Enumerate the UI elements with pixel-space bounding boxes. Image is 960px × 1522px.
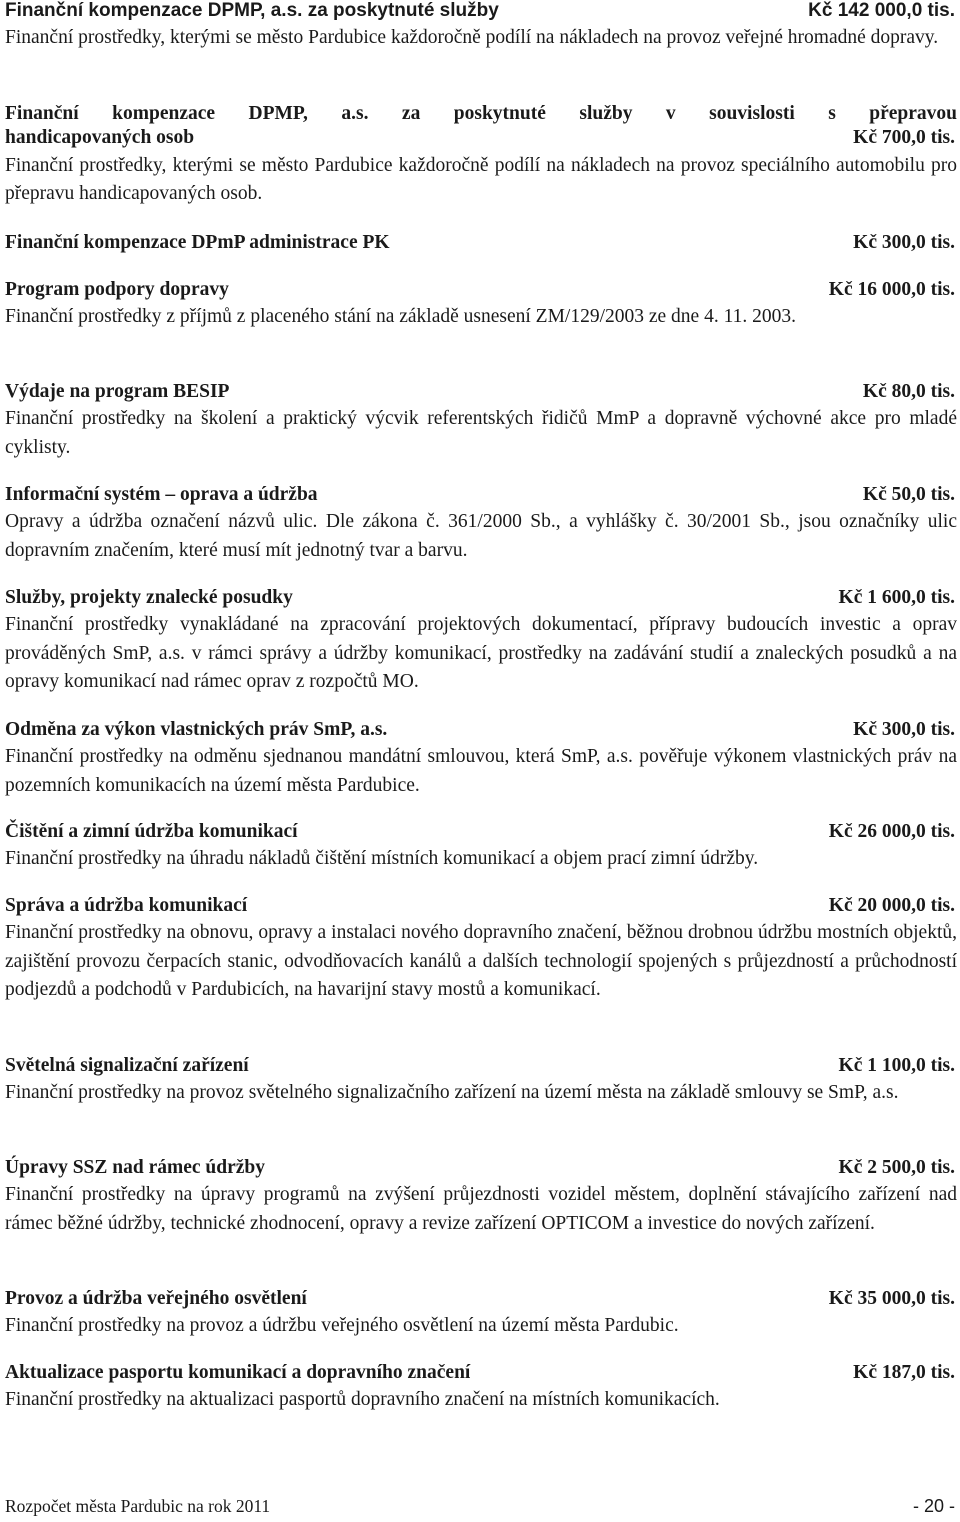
item-description: Finanční prostředky z příjmů z placeného stání na základě usnesení ZM/129/2003 ze dne 4. 11. 2003.	[5, 306, 796, 327]
item-description: Finanční prostředky, kterými se město Pardubice každoročně podílí na nákladech na provoz veřejné hromadné dopravy.	[5, 27, 939, 48]
page-number: - 20 -	[912, 1496, 955, 1516]
item-description: Finanční prostředky na úhradu nákladů čištění místních komunikací a objem prací zimní údržby.	[5, 848, 759, 869]
page-footer	[5, 1496, 955, 1517]
budget-item-transport-support	[5, 279, 957, 332]
item-heading-row	[5, 895, 957, 917]
budget-item-besip	[5, 381, 957, 462]
item-heading: Odměna za výkon vlastnických práv SmP, a.s.	[5, 719, 388, 740]
item-heading-row	[5, 0, 957, 22]
item-description: Finanční prostředky vynakládané na zpracování projektových dokumentací, přípravy budoucích investic a oprav prováděných SmP, a.s. v rámci správy a údržby komunikací, prostředky na zadávání studií a znaleckých posudků a na opravy komunikací nad rámec oprav z rozpočtů MO.	[5, 614, 957, 692]
item-amount: Kč 20 000,0 tis.	[828, 895, 955, 916]
item-amount: Kč 2 500,0 tis.	[838, 1157, 955, 1178]
item-description: Finanční prostředky na provoz světelného signalizačního zařízení na území města na základě smlouvy se SmP, a.s.	[5, 1082, 899, 1103]
budget-item-information-system	[5, 484, 957, 565]
budget-item-expert-services	[5, 587, 957, 697]
item-heading-row	[5, 821, 957, 843]
item-heading-row	[5, 1288, 957, 1310]
item-heading: Světelná signalizační zařízení	[5, 1055, 249, 1076]
item-heading: Finanční kompenzace DPMP, a.s. za poskytnuté služby v souvislosti s přepravou	[5, 103, 957, 124]
item-amount: Kč 187,0 tis.	[853, 1362, 955, 1383]
item-description: Finanční prostředky na úpravy programů na zvýšení průjezdnosti vozidel městem, doplnění stávajícího zařízení nad rámec běžné údržby, technické zhodnocení, opravy a revize zařízení OPTICOM a investice do nových zařízení.	[5, 1184, 957, 1234]
budget-item-dpmp-compensation	[5, 0, 957, 53]
budget-item-traffic-lights	[5, 1055, 957, 1108]
item-heading: Služby, projekty znalecké posudky	[5, 587, 293, 608]
item-heading: Finanční kompenzace DPMP, a.s. za poskytnuté služby	[5, 0, 499, 21]
item-amount: Kč 35 000,0 tis.	[828, 1288, 955, 1309]
item-amount: Kč 80,0 tis.	[862, 381, 955, 402]
item-heading-row	[5, 1362, 957, 1384]
item-description: Finanční prostředky na odměnu sjednanou mandátní smlouvou, která SmP, a.s. pověřuje výkonem vlastnických práv na pozemních komunikacích na území města Pardubice.	[5, 746, 957, 796]
item-description: Finanční prostředky na školení a praktický výcvik referentských řidičů MmP a dopravně výchovné akce pro mladé cyklisty.	[5, 408, 957, 458]
item-amount: Kč 300,0 tis.	[853, 232, 955, 253]
item-heading: Finanční kompenzace DPmP administrace PK	[5, 232, 390, 253]
item-heading: Výdaje na program BESIP	[5, 381, 230, 402]
budget-item-ownership-rights	[5, 719, 957, 800]
item-amount: Kč 142 000,0 tis.	[808, 0, 955, 21]
item-heading-row	[5, 719, 957, 741]
item-amount: Kč 50,0 tis.	[862, 484, 955, 505]
item-amount: Kč 1 600,0 tis.	[838, 587, 955, 608]
item-heading-row	[5, 484, 957, 506]
item-heading: Informační systém – oprava a údržba	[5, 484, 318, 505]
item-heading-row	[5, 587, 957, 609]
budget-item-dpmp-administration	[5, 232, 957, 254]
item-heading: Aktualizace pasportu komunikací a dopravního značení	[5, 1362, 471, 1383]
budget-item-road-maintenance	[5, 895, 957, 1005]
item-heading-row	[5, 1055, 957, 1077]
item-amount: Kč 16 000,0 tis.	[828, 279, 955, 300]
item-amount: Kč 26 000,0 tis.	[828, 821, 955, 842]
budget-item-ssz-adjustments	[5, 1157, 957, 1238]
item-description: Finanční prostředky na provoz a údržbu veřejného osvětlení na území města Pardubic.	[5, 1315, 679, 1336]
item-heading: Čištění a zimní údržba komunikací	[5, 821, 298, 842]
item-heading-row	[5, 381, 957, 403]
item-description: Finanční prostředky, kterými se město Pardubice každoročně podílí na nákladech na provoz speciálního automobilu pro přepravu handicapovaných osob.	[5, 154, 957, 204]
item-description: Finanční prostředky na aktualizaci pasportů dopravního značení na místních komunikacích.	[5, 1389, 720, 1410]
item-heading-continuation: handicapovaných osob	[5, 126, 195, 148]
item-description: Opravy a údržba označení názvů ulic. Dle zákona č. 361/2000 Sb., a vyhlášky č. 30/2001 Sb., jsou označníky ulic dopravním značením, které musí mít jednotný tvar a barvu.	[5, 511, 957, 561]
budget-item-dpmp-handicapped	[5, 100, 957, 209]
item-heading-row	[5, 279, 957, 301]
item-heading-row	[5, 232, 957, 254]
footer-document-title: Rozpočet města Pardubic na rok 2011	[5, 1496, 271, 1516]
budget-item-public-lighting	[5, 1288, 957, 1341]
item-heading: Program podpory dopravy	[5, 279, 229, 300]
budget-item-cleaning-winter	[5, 821, 957, 874]
item-heading: Provoz a údržba veřejného osvětlení	[5, 1288, 307, 1309]
item-heading-row	[5, 127, 957, 149]
item-heading-row	[5, 1157, 957, 1179]
item-amount: Kč 300,0 tis.	[853, 719, 955, 740]
item-description: Finanční prostředky na obnovu, opravy a instalaci nového dopravního značení, běžnou drobnou údržbu mostních objektů, zajištění provozu čerpacích stanic, odvodňovacích kanálů a dalších technologií spojených s průjezdností a průchodností podjezdů a podchodů v Pardubicích, na havarijní stavy mostů a komunikací.	[5, 922, 957, 1000]
item-heading: Úpravy SSZ nad rámec údržby	[5, 1157, 266, 1178]
item-amount: Kč 1 100,0 tis.	[838, 1055, 955, 1076]
budget-item-passport-update	[5, 1362, 957, 1415]
item-amount: Kč 700,0 tis.	[853, 126, 955, 148]
item-heading: Správa a údržba komunikací	[5, 895, 248, 916]
